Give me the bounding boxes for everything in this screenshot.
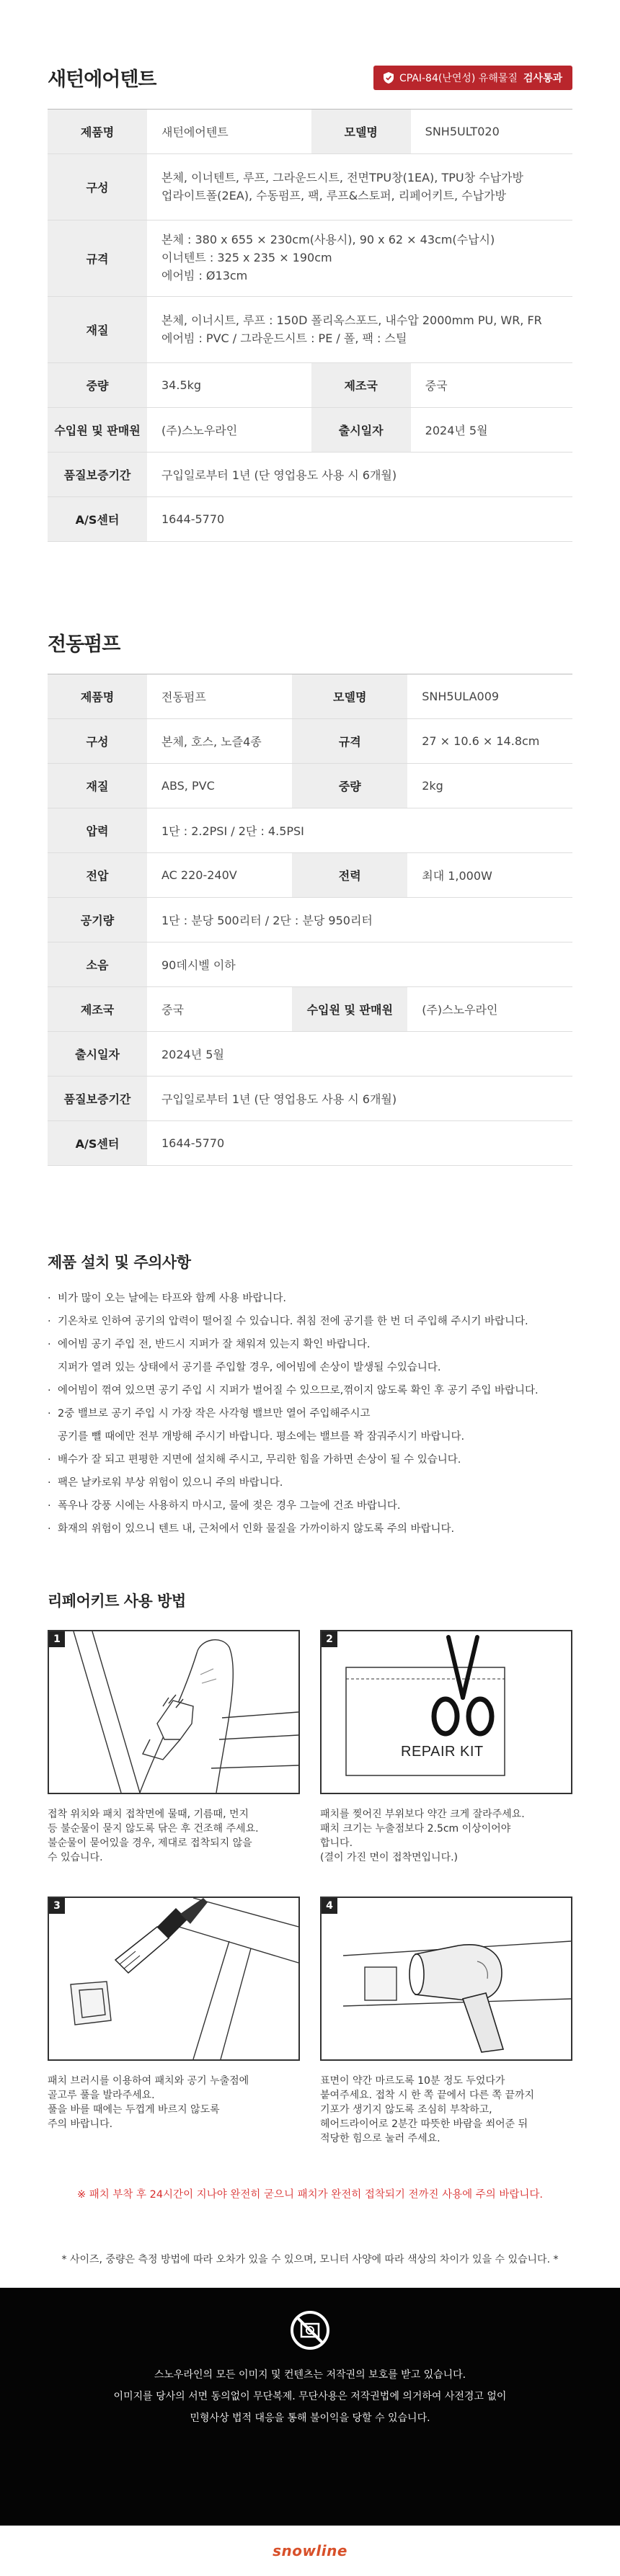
table-row: [48, 674, 572, 719]
step-line: 패치를 찢어진 부위보다 약간 크게 잘라주세요.: [320, 1809, 525, 1820]
spec-label: 규격: [292, 719, 407, 764]
notice-line: 화재의 위험이 있으니 텐트 내, 근처에서 인화 물질을 가까이하지 않도록 주의 바랍니다.: [58, 1523, 455, 1535]
table-row: [48, 110, 572, 154]
repair-step-3: [48, 1897, 300, 2146]
spec-value: SNH5ULT020: [411, 110, 572, 154]
step-description: [48, 1807, 285, 1865]
spec-label: 출시일자: [311, 408, 411, 453]
spec-label: 제품명: [48, 110, 147, 154]
list-item: [48, 1333, 572, 1379]
step-line: 붙여주세요. 접착 시 한 쪽 끝에서 다른 쪽 끝까지: [320, 2090, 535, 2101]
step-description: [320, 2074, 558, 2146]
spec-label: 규격: [48, 220, 147, 297]
step-line: 접착 위치와 패치 접착면에 물때, 기름때, 먼지: [48, 1809, 249, 1820]
table-row: [48, 764, 572, 808]
step-line: 골고루 풀을 발라주세요.: [48, 2090, 155, 2101]
spec-label: 전압: [48, 853, 147, 898]
hair-dryer-illustration: [322, 1898, 571, 2059]
table-row: [48, 1121, 572, 1166]
step-description: [48, 2074, 285, 2131]
list-item: [48, 1471, 572, 1494]
step-illustration: [48, 1897, 300, 2061]
spec-line: 본체, 이너텐트, 루프, 그라운드시트, 전면TPU창(1EA), TPU창 수납가방: [161, 170, 523, 184]
spec-label: 모델명: [311, 110, 411, 154]
notice-line: 배수가 잘 되고 편평한 지면에 설치해 주시고, 무리한 힘을 가하면 손상이 될 수 있습니다.: [58, 1454, 461, 1466]
table-row: [48, 1077, 572, 1121]
table-row: [48, 297, 572, 363]
list-item: [48, 1494, 572, 1517]
spec-label: 품질보증기간: [48, 453, 147, 497]
shield-check-icon: [384, 72, 394, 84]
notice-line: 지퍼가 열려 있는 상태에서 공기를 주입할 경우, 에어빔에 손상이 발생될 수있습니다.: [58, 1362, 441, 1373]
spec-value: 90데시벨 이하: [147, 942, 572, 987]
spec-line: 업라이트폴(2EA), 수동펌프, 팩, 루프&스토퍼, 리페어키트, 수납가방: [161, 188, 506, 202]
notice-line: 팩은 날카로워 부상 위험이 있으니 주의 바랍니다.: [58, 1477, 283, 1489]
repair-step-4: [320, 1897, 572, 2146]
notice-line: 에어빔이 꺾여 있으면 공기 주입 시 지퍼가 벌어질 수 있으므로,꺾이지 않도록 확인 후 공기 주입 바랍니다.: [58, 1385, 539, 1396]
table-row: [48, 1032, 572, 1077]
spec-value: ABS, PVC: [147, 764, 292, 808]
spec-label: 제조국: [311, 363, 411, 408]
step-line: 수 있습니다.: [48, 1852, 103, 1863]
spec-value: 새턴에어텐트: [147, 110, 311, 154]
spec-value: 전동펌프: [147, 674, 292, 719]
spec-value: 구입일로부터 1년 (단 영업용도 사용 시 6개월): [147, 453, 572, 497]
table-row: [48, 363, 572, 408]
spec-value: (주)스노우라인: [407, 987, 572, 1032]
patch-warning: ※ 패치 부착 후 24시간이 지나야 완전히 굳으니 패치가 완전히 접착되기 전까진 사용에 주의 바랍니다.: [76, 2189, 543, 2201]
list-item: [48, 1517, 572, 1541]
spec-value: 최대 1,000W: [407, 853, 572, 898]
disclaimer-note: * 사이즈, 중량은 측정 방법에 따라 오차가 있을 수 있으며, 모니터 사양에 따라 색상의 차이가 있을 수 있습니다. *: [61, 2254, 559, 2265]
notice-line: 비가 많이 오는 날에는 타프와 함께 사용 바랍니다.: [58, 1293, 287, 1304]
table-row: [48, 898, 572, 942]
footer-line: 이미지를 당사의 서면 동의없이 무단복제. 무단사용은 저작권법에 의거하여 사전경고 없이: [113, 2391, 507, 2402]
list-item: [48, 1287, 572, 1310]
repair-step-2: [320, 1630, 572, 1865]
spec-value: 중국: [147, 987, 292, 1032]
spec-label: 압력: [48, 808, 147, 853]
notice-line: 공기를 뺄 때에만 전부 개방해 주시기 바랍니다. 평소에는 밸브를 꽉 잠궈주시기 바랍니다.: [58, 1431, 465, 1443]
spec-line: 이너텐트 : 325 x 235 × 190cm: [161, 251, 332, 265]
spec-line: 에어빔 : Ø13cm: [161, 268, 248, 282]
spec-label: 재질: [48, 764, 147, 808]
brush-icon: [115, 1898, 208, 1973]
badge-text: CPAI-84(난연성) 유해물질: [399, 72, 518, 84]
copyright-footer: [0, 2288, 620, 2526]
notice-line: · 2중 밸브로 공기 주입 시 가장 작은 사각형 밸브만 열어 주입해주시고: [58, 1408, 371, 1420]
brand-logo: snowline: [273, 2542, 347, 2559]
spec-value: 2024년 5월: [147, 1032, 572, 1077]
spec-label: 품질보증기간: [48, 1077, 147, 1121]
clean-surface-illustration: [49, 1631, 298, 1793]
spec-label: A/S센터: [48, 497, 147, 542]
step-number: 2: [322, 1631, 337, 1647]
step-description: [320, 1807, 558, 1865]
step-line: 패치 브러시를 이용하여 패치와 공기 누출점에: [48, 2075, 249, 2087]
no-copy-icon: [289, 2309, 331, 2351]
tent-header: [0, 0, 620, 109]
spec-label: 수입원 및 판매원: [48, 408, 147, 453]
step-line: 적당한 힘으로 눌러 주세요.: [320, 2133, 440, 2144]
table-row: [48, 453, 572, 497]
brand-bar: [0, 2526, 620, 2576]
spec-value: 1644-5770: [147, 497, 572, 542]
notice-line: 폭우나 강풍 시에는 사용하지 마시고, 물에 젖은 경우 그늘에 건조 바랍니다.: [58, 1500, 401, 1512]
spec-value: 중국: [411, 363, 572, 408]
step-line: 패치 크기는 누출점보다 2.5cm 이상이어야: [320, 1823, 511, 1835]
cut-patch-illustration: [322, 1631, 571, 1793]
spec-line: 본체, 이너시트, 루프 : 150D 폴리옥스포드, 내수압 2000mm PU, WR, FR: [161, 313, 542, 327]
hair-dryer-icon: [409, 1945, 503, 2052]
list-item: [48, 1379, 572, 1402]
spec-label: 전력: [292, 853, 407, 898]
spec-value: 구입일로부터 1년 (단 영업용도 사용 시 6개월): [147, 1077, 572, 1121]
repair-kit-label: REPAIR KIT: [401, 1744, 484, 1760]
badge-strong: 검사통과: [523, 72, 562, 84]
spec-value: 2024년 5월: [411, 408, 572, 453]
table-row: [48, 220, 572, 297]
list-item: [48, 1310, 572, 1333]
spec-value: 1단 : 분당 500리터 / 2단 : 분당 950리터: [147, 898, 572, 942]
spec-value: 34.5kg: [147, 363, 311, 408]
step-line: 기포가 생기지 않도록 조심히 부착하고,: [320, 2104, 492, 2116]
spec-line: 본체 : 380 x 655 × 230cm(사용시), 90 x 62 × 43cm(수납시): [161, 233, 495, 247]
install-notice: [0, 1251, 620, 1541]
spec-value: 27 × 10.6 × 14.8cm: [407, 719, 572, 764]
step-illustration: [320, 1897, 572, 2061]
spec-label: 출시일자: [48, 1032, 147, 1077]
table-row: [48, 719, 572, 764]
spec-label: A/S센터: [48, 1121, 147, 1166]
pump-header: [0, 542, 620, 674]
spec-label: 제품명: [48, 674, 147, 719]
spec-label: 구성: [48, 719, 147, 764]
notice-title: 제품 설치 및 주의사항: [48, 1254, 191, 1271]
repair-guide: [0, 1590, 620, 2146]
cpai-badge: [373, 66, 572, 90]
apply-glue-illustration: [49, 1898, 298, 2059]
spec-value: 1단 : 2.2PSI / 2단 : 4.5PSI: [147, 808, 572, 853]
step-illustration: [320, 1630, 572, 1794]
tent-title: 새턴에어텐트: [48, 68, 156, 91]
spec-label: 공기량: [48, 898, 147, 942]
spec-label: 중량: [48, 363, 147, 408]
notice-line: · 에어빔 공기 주입 전, 반드시 지퍼가 잘 채워져 있는지 확인 바랍니다.: [58, 1339, 371, 1350]
pump-title: 전동펌프: [48, 633, 120, 656]
step-line: 주의 바랍니다.: [48, 2118, 113, 2130]
spec-value: 본체, 호스, 노즐4종: [147, 719, 292, 764]
spec-value: [147, 154, 572, 220]
spec-label: 제조국: [48, 987, 147, 1032]
spec-label: 소음: [48, 942, 147, 987]
list-item: [48, 1448, 572, 1471]
step-illustration: [48, 1630, 300, 1794]
spec-label: 모델명: [292, 674, 407, 719]
table-row: [48, 408, 572, 453]
step-line: 합니다.: [320, 1837, 353, 1849]
spec-value: [147, 297, 572, 363]
spec-value: 1644-5770: [147, 1121, 572, 1166]
step-line: 풀을 바를 때에는 두껍게 바르지 않도록: [48, 2104, 220, 2116]
table-row: [48, 987, 572, 1032]
spec-value: 2kg: [407, 764, 572, 808]
pump-spec-table: [48, 674, 572, 1166]
spec-value: (주)스노우라인: [147, 408, 311, 453]
table-row: [48, 808, 572, 853]
spec-label: 재질: [48, 297, 147, 363]
spec-value: AC 220-240V: [147, 853, 292, 898]
spec-label: 중량: [292, 764, 407, 808]
repair-step-1: [48, 1630, 300, 1865]
footer-line: 민형사상 법적 대응을 통해 불이익을 당할 수 있습니다.: [190, 2412, 430, 2424]
step-line: 등 불순물이 묻지 않도록 닦은 후 건조해 주세요.: [48, 1823, 259, 1835]
list-item: [48, 1402, 572, 1448]
table-row: [48, 942, 572, 987]
step-line: (결이 가진 면이 접착면입니다.): [320, 1852, 459, 1863]
spec-value: [147, 220, 572, 297]
step-number: 3: [49, 1898, 65, 1914]
footer-line: 스노우라인의 모든 이미지 및 컨텐츠는 저작권의 보호를 받고 있습니다.: [154, 2369, 466, 2381]
spec-label: 수입원 및 판매원: [292, 987, 407, 1032]
step-number: 1: [49, 1631, 65, 1647]
step-line: 불순물이 묻어있을 경우, 제대로 접착되지 않을: [48, 1837, 252, 1849]
step-number: 4: [322, 1898, 337, 1914]
repair-title: 리페어키트 사용 방법: [48, 1592, 186, 1610]
step-line: 헤어드라이어로 2분간 따뜻한 바람을 쐬어준 뒤: [320, 2118, 528, 2130]
spec-line: 에어빔 : PVC / 그라운드시트 : PE / 폴, 팩 : 스틸: [161, 331, 407, 345]
spec-label: 구성: [48, 154, 147, 220]
tent-spec-table: [48, 109, 572, 542]
spec-value: SNH5ULA009: [407, 674, 572, 719]
table-row: [48, 853, 572, 898]
table-row: [48, 497, 572, 542]
notice-line: 기온차로 인하여 공기의 압력이 떨어질 수 있습니다. 취침 전에 공기를 한 번 더 주입해 주시기 바랍니다.: [58, 1316, 528, 1327]
table-row: [48, 154, 572, 220]
step-line: 표면이 약간 마르도록 10분 정도 두었다가: [320, 2075, 505, 2087]
notice-list: [48, 1287, 572, 1541]
